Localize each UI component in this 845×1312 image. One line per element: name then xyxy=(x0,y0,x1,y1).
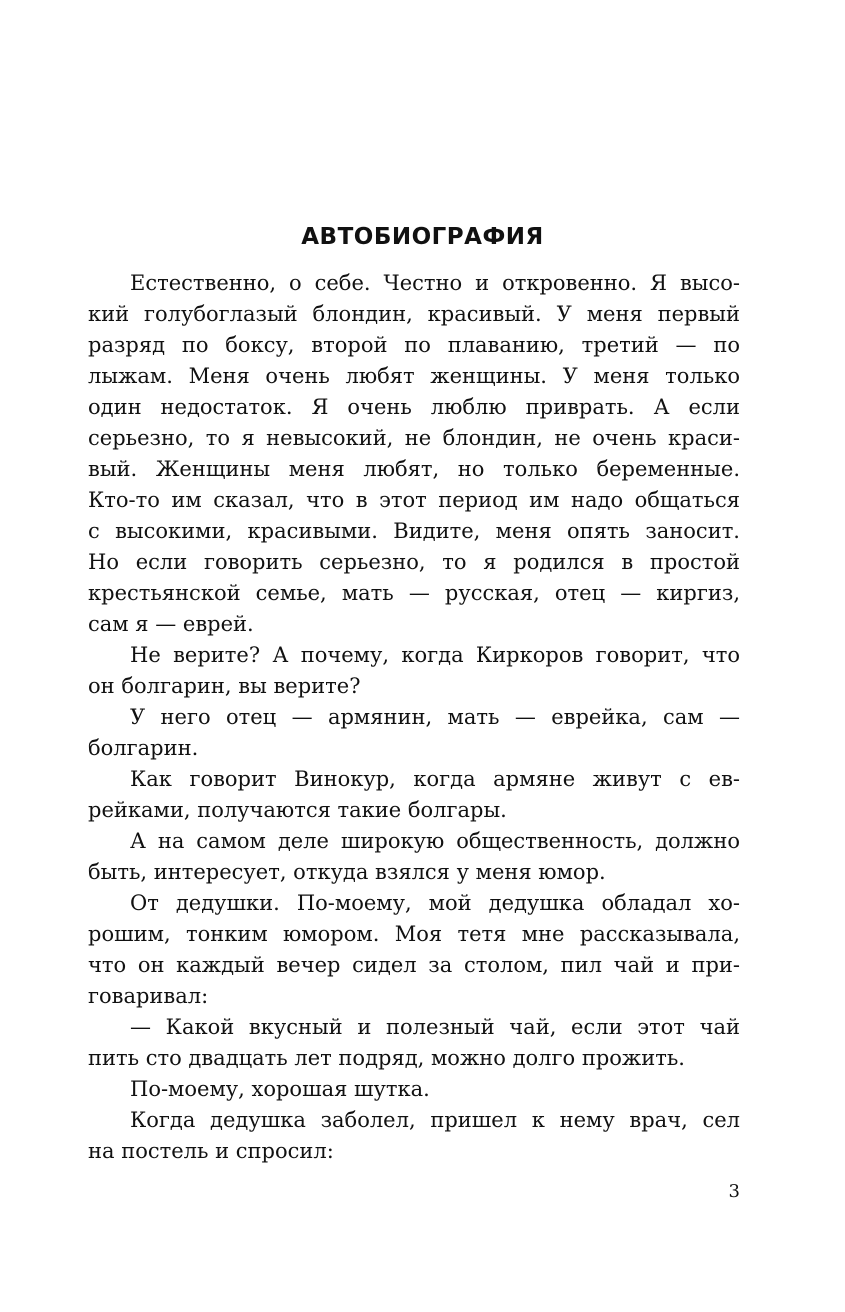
text-line: лыжам. Меня очень любят женщины. У меня только xyxy=(88,364,740,388)
text-line: У него отец — армянин, мать — еврейка, сам — xyxy=(130,705,740,729)
text-line: болгарин. xyxy=(88,736,199,760)
text-line: крестьянской семье, мать — русская, отец — киргиз, xyxy=(88,581,740,605)
text-line: один недостаток. Я очень люблю приврать. А если xyxy=(88,395,740,419)
text-line: рошим, тонким юмором. Моя тетя мне рассказывала, xyxy=(88,922,740,946)
text-line: говаривал: xyxy=(88,984,209,1008)
text-line: что он каждый вечер сидел за столом, пил чай и при- xyxy=(88,953,740,977)
text-line: Естественно, о себе. Честно и откровенно. Я высо- xyxy=(130,271,740,295)
text-line: Когда дедушка заболел, пришел к нему врач, сел xyxy=(130,1108,740,1132)
text-line: Но если говорить серьезно, то я родился в простой xyxy=(88,550,740,574)
text-line: кий голубоглазый блондин, красивый. У меня первый xyxy=(88,302,740,326)
text-line: — Какой вкусный и полезный чай, если этот чай xyxy=(130,1015,740,1039)
text-line: Как говорит Винокур, когда армяне живут с ев- xyxy=(130,767,740,791)
text-line: От дедушки. По-моему, мой дедушка обладал хо- xyxy=(130,891,740,915)
text-line: разряд по боксу, второй по плаванию, третий — по xyxy=(88,333,740,357)
text-line: А на самом деле широкую общественность, должно xyxy=(130,829,740,853)
text-line: По-моему, хорошая шутка. xyxy=(130,1077,430,1101)
text-line: рейками, получаются такие болгары. xyxy=(88,798,507,822)
text-line: серьезно, то я невысокий, не блондин, не очень краси- xyxy=(88,426,740,450)
text-line: пить сто двадцать лет подряд, можно долго прожить. xyxy=(88,1046,685,1070)
chapter-title: АВТОБИОГРАФИЯ xyxy=(301,224,544,250)
text-line: с высокими, красивыми. Видите, меня опять заносит. xyxy=(88,519,740,543)
chapter-body xyxy=(88,268,740,1167)
text-line: он болгарин, вы верите? xyxy=(88,674,361,698)
text-line: Не верите? А почему, когда Киркоров говорит, что xyxy=(130,643,740,667)
text-line: на постель и спросил: xyxy=(88,1139,334,1163)
text-line: сам я — еврей. xyxy=(88,612,254,636)
text-line: вый. Женщины меня любят, но только беременные. xyxy=(88,457,740,481)
text-line: быть, интересует, откуда взялся у меня юмор. xyxy=(88,860,606,884)
text-line: Кто-то им сказал, что в этот период им надо общаться xyxy=(88,488,740,512)
page-number: 3 xyxy=(728,1181,740,1202)
